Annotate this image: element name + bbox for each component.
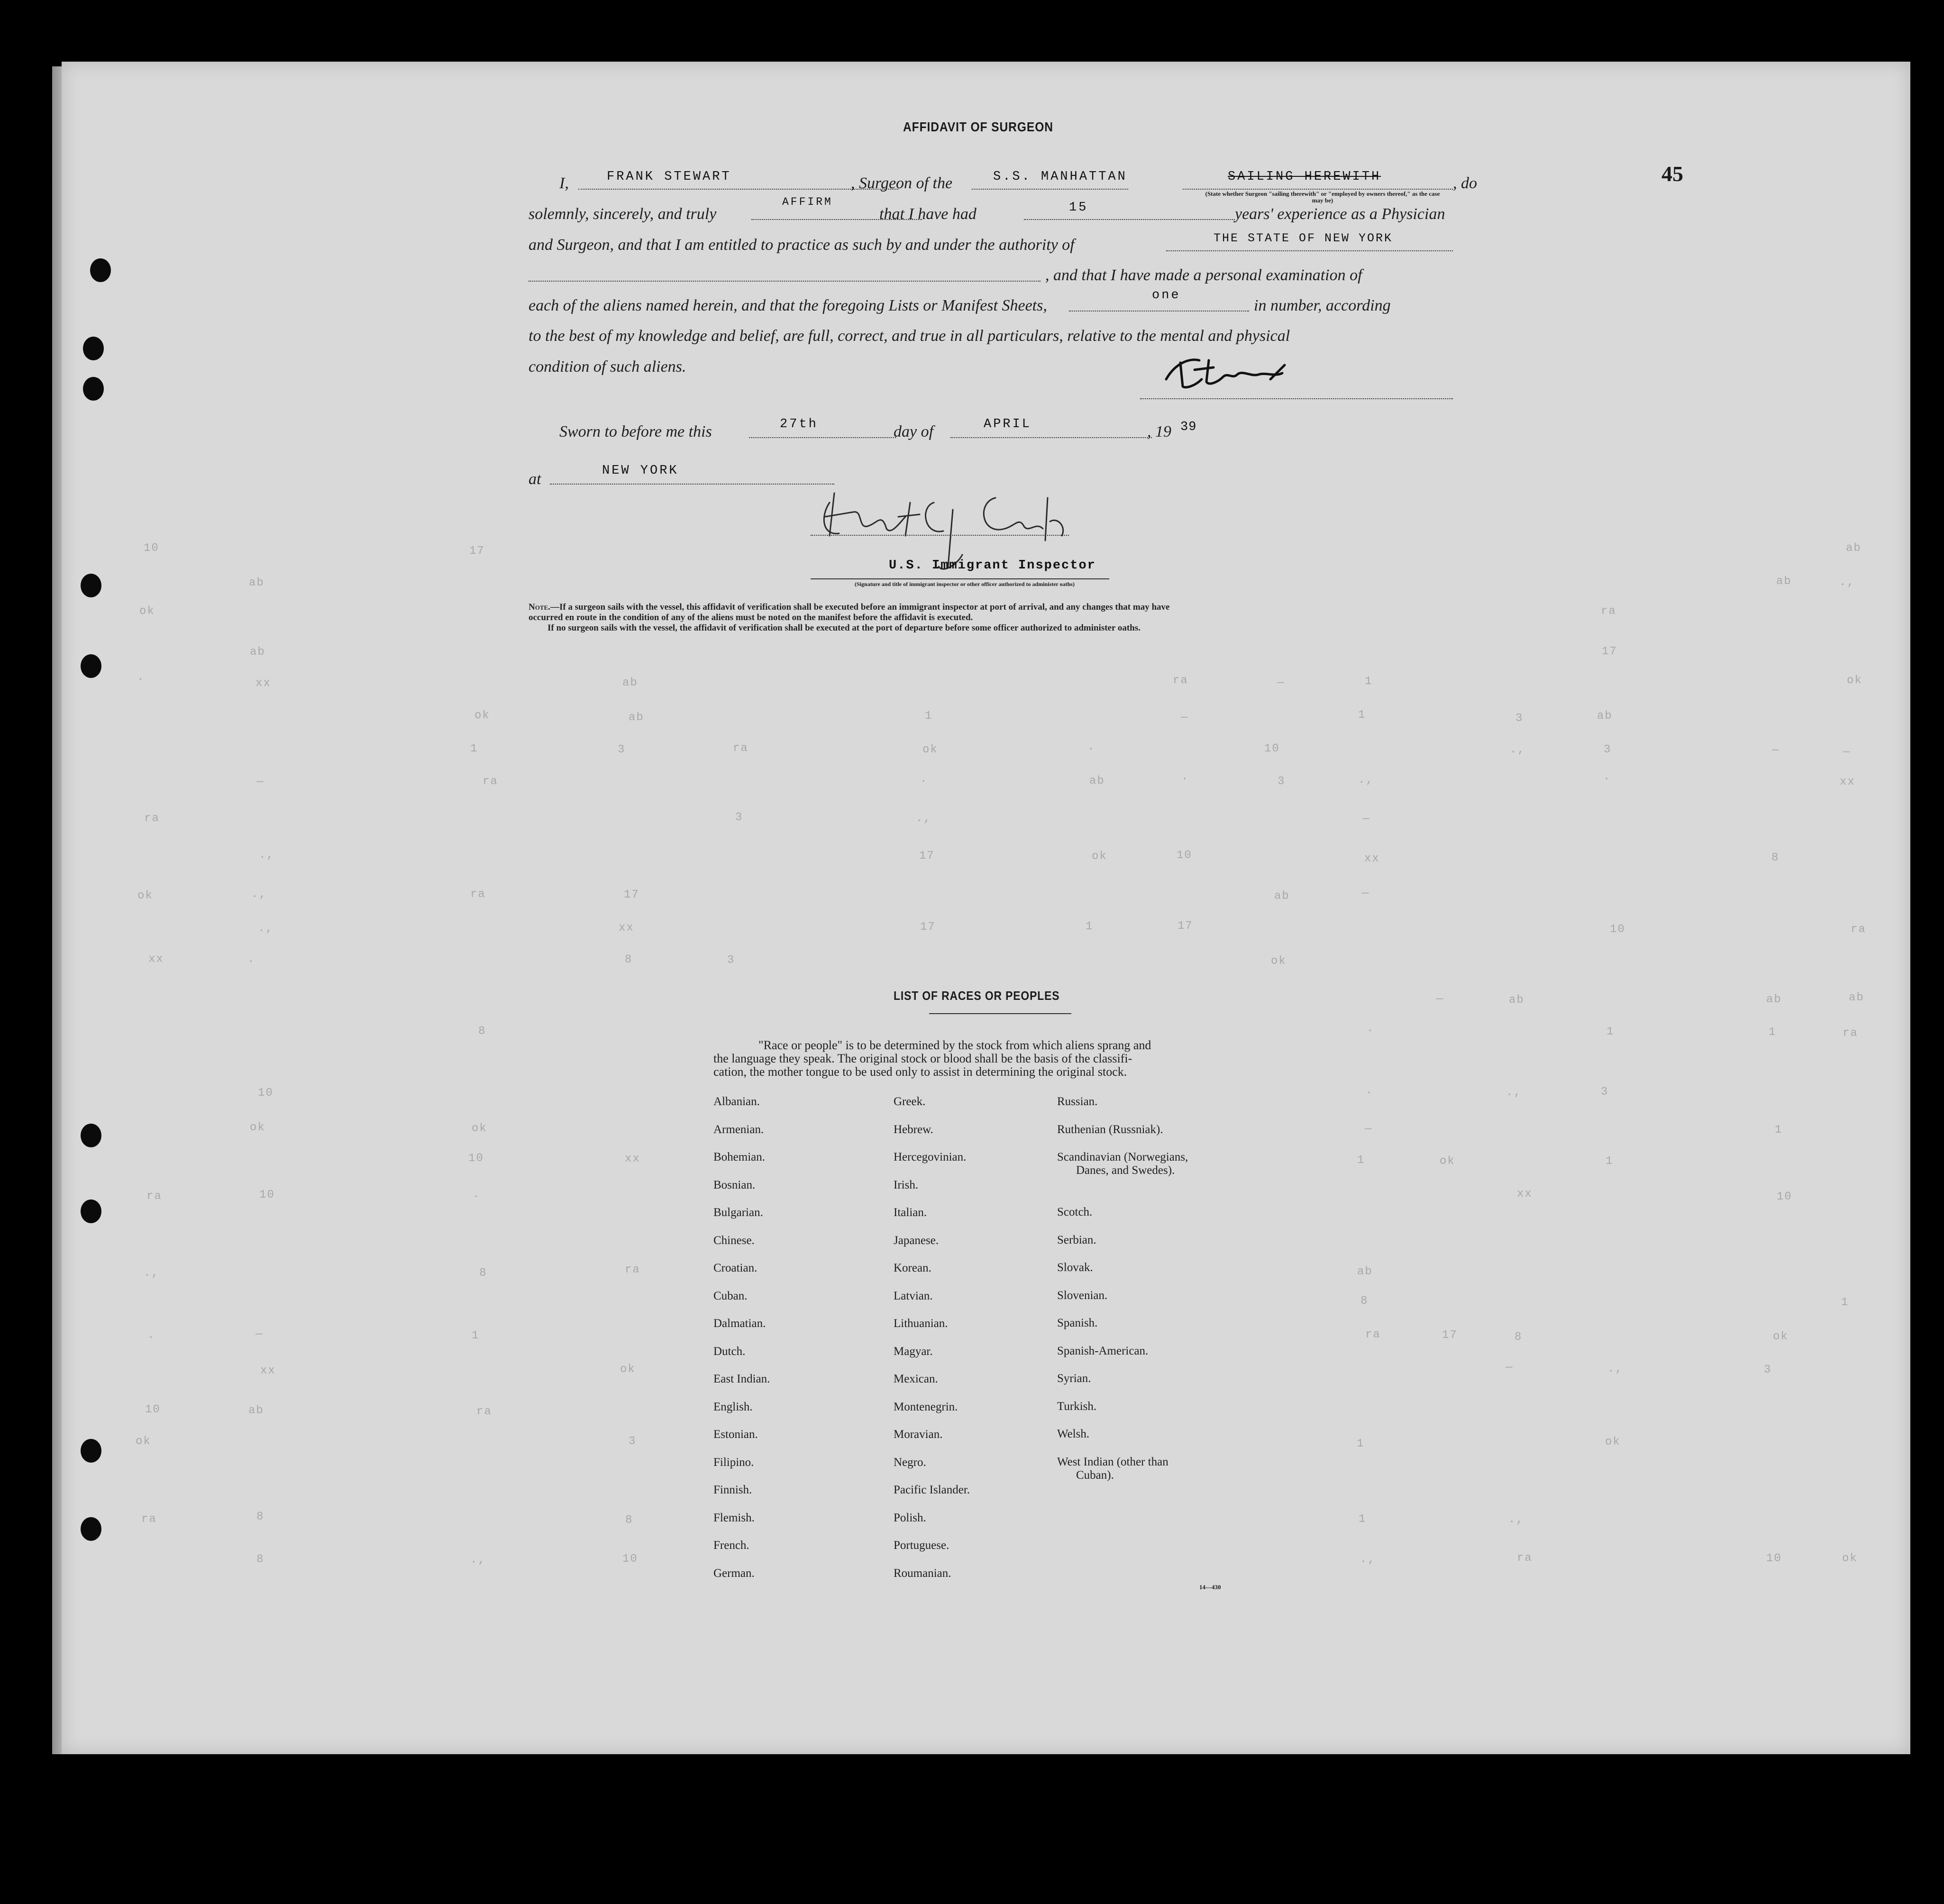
surgeon-name: FRANK STEWART — [607, 170, 731, 184]
race-item: Portuguese. — [894, 1539, 949, 1552]
bleed-mark: ab — [629, 711, 644, 724]
bleed-mark: 3 — [1278, 775, 1286, 788]
bleed-mark: — — [1365, 1123, 1373, 1135]
bleed-mark: ab — [1509, 994, 1524, 1007]
note-line-1 — [529, 602, 1169, 613]
race-item: Roumanian. — [894, 1566, 951, 1580]
bleed-mark: ok — [1271, 955, 1287, 968]
note-label: Note. — [529, 602, 550, 612]
bleed-mark: ., — [916, 812, 931, 825]
rule — [1024, 219, 1235, 220]
bleed-mark: 8 — [478, 1025, 486, 1038]
years-experience: 15 — [1069, 201, 1088, 215]
bleed-mark: — — [1506, 1361, 1514, 1374]
text-best-of-knowledge: to the best of my knowledge and belief, are full, correct, and true in all particulars, relative to the mental and physical — [529, 327, 1290, 345]
race-item: Estonian. — [713, 1428, 758, 1441]
bleed-mark: 1 — [1359, 1513, 1367, 1526]
bleed-mark: — — [1436, 993, 1444, 1006]
bleed-mark: ab — [1846, 542, 1862, 555]
text-personal-examination: , and that I have made a personal examination of — [1045, 266, 1362, 284]
rule — [1166, 250, 1453, 251]
bleed-mark: ra — [146, 1190, 162, 1203]
race-item: Bulgarian. — [713, 1206, 763, 1219]
race-item: Chinese. — [713, 1234, 755, 1247]
race-item: French. — [713, 1539, 749, 1552]
bleed-mark: xx — [1840, 776, 1855, 788]
text-in-number: in number, according — [1254, 297, 1391, 314]
race-item: Scandinavian (Norwegians, — [1057, 1151, 1188, 1163]
bleed-mark: 1 — [925, 710, 933, 723]
bleed-mark: ., — [1510, 743, 1525, 756]
bleed-mark: 8 — [625, 1514, 633, 1527]
race-item: Croatian. — [713, 1262, 758, 1274]
bleed-mark: · — [147, 1331, 155, 1344]
bleed-mark: 10 — [1777, 1190, 1792, 1203]
bleed-mark: ., — [1508, 1513, 1524, 1526]
bleed-mark: ok — [137, 889, 153, 902]
bleed-mark: ok — [475, 709, 490, 722]
race-item: Armenian. — [713, 1123, 764, 1136]
sailing-status: SAILING HEREWITH — [1228, 170, 1381, 184]
race-item: Slovenian. — [1057, 1289, 1108, 1302]
punch-hole — [81, 654, 101, 678]
race-item: Negro. — [894, 1455, 926, 1469]
race-item: Syrian. — [1057, 1372, 1091, 1385]
bleed-mark: ok — [1842, 1552, 1858, 1565]
bleed-mark: ra — [733, 742, 748, 755]
bleed-mark: ok — [139, 605, 155, 618]
bleed-mark: 8 — [1360, 1295, 1369, 1308]
race-item: Bohemian. — [713, 1151, 766, 1163]
bleed-mark: ok — [1440, 1155, 1455, 1168]
bleed-mark: ., — [1358, 774, 1374, 787]
bleed-mark: 1 — [1357, 1437, 1365, 1450]
race-item: Greek. — [894, 1095, 926, 1108]
race-item: Ruthenian (Russniak). — [1057, 1123, 1163, 1136]
bleed-mark: ., — [1607, 1363, 1623, 1375]
note-text-1: —If a surgeon sails with the vessel, this affidavit of verification shall be executed before an immigrant inspector at port of arrival, and any changes that may have — [550, 602, 1170, 612]
text-do: , do — [1453, 174, 1477, 192]
bleed-mark: 10 — [1177, 849, 1192, 862]
race-item: Albanian. — [713, 1095, 760, 1108]
race-item: Polish. — [894, 1511, 926, 1524]
bleed-mark: xx — [1517, 1188, 1533, 1200]
note-line-2: occurred en route in the condition of any of the aliens must be noted on the manifest before the affidavit is executed. — [529, 613, 973, 622]
bleed-mark: ab — [1089, 775, 1105, 787]
races-title-rule — [929, 1013, 1071, 1014]
bleed-mark: ra — [1601, 605, 1616, 618]
punch-hole — [83, 337, 104, 360]
bleed-mark: ab — [622, 677, 638, 689]
bleed-mark: 10 — [258, 1087, 274, 1099]
rule — [1183, 189, 1453, 190]
text-that-i-have-had: that I have had — [879, 205, 977, 223]
bleed-mark: 8 — [256, 1553, 265, 1566]
race-item: Latvian. — [894, 1289, 933, 1302]
rule — [972, 189, 1128, 190]
bleed-mark: ok — [136, 1435, 151, 1448]
page-number: 45 — [1661, 162, 1683, 186]
bleed-mark: 3 — [727, 954, 735, 967]
race-item: Spanish. — [1057, 1317, 1098, 1329]
punch-hole — [81, 1124, 101, 1147]
text-sworn: Sworn to before me this — [559, 423, 712, 440]
bleed-mark: 8 — [256, 1510, 265, 1523]
inspector-signature — [811, 484, 1076, 607]
rule — [550, 484, 834, 485]
punch-hole — [81, 1517, 101, 1541]
bleed-mark: · — [1366, 1087, 1374, 1099]
race-item: Flemish. — [713, 1511, 755, 1524]
bleed-mark: xx — [619, 922, 634, 934]
bleed-mark: 1 — [1606, 1025, 1615, 1038]
bleed-mark: 3 — [1764, 1364, 1772, 1376]
bleed-mark: · — [920, 775, 928, 788]
bleed-mark: 1 — [1365, 675, 1373, 688]
race-item: Dalmatian. — [713, 1317, 766, 1330]
bleed-mark: · — [1087, 743, 1095, 756]
bleed-mark: ab — [248, 1404, 264, 1417]
race-item: Welsh. — [1057, 1428, 1090, 1440]
race-item: Pacific Islander. — [894, 1483, 970, 1496]
bleed-mark: 1 — [1086, 920, 1094, 933]
signature-line — [1140, 398, 1453, 399]
bleed-mark: · — [137, 673, 145, 686]
bleed-mark: · — [473, 1190, 481, 1203]
bleed-mark: · — [1367, 1025, 1375, 1037]
races-intro-1: "Race or people" is to be determined by the stock from which aliens sprang and — [758, 1038, 1151, 1052]
ship-name: S.S. MANHATTAN — [993, 170, 1127, 184]
bleed-mark: — — [1277, 677, 1285, 689]
race-item: Irish. — [894, 1178, 919, 1191]
bleed-mark: ab — [249, 577, 265, 589]
bleed-mark: 3 — [618, 743, 626, 756]
text-condition: condition of such aliens. — [529, 358, 686, 375]
bleed-mark: 1 — [472, 1329, 480, 1342]
bleed-mark: 10 — [1264, 742, 1280, 755]
race-item: Slovak. — [1057, 1261, 1093, 1274]
bleed-mark: ra — [1173, 674, 1188, 687]
bleed-mark: 1 — [1606, 1155, 1614, 1168]
bleed-mark: ., — [144, 1267, 159, 1280]
bleed-mark: 17 — [919, 850, 935, 862]
race-item: Hercegovinian. — [894, 1151, 967, 1163]
bleed-mark: ok — [472, 1122, 487, 1135]
authority: THE STATE OF NEW YORK — [1214, 231, 1393, 245]
bleed-mark: ra — [1851, 923, 1866, 936]
bleed-mark: ab — [1597, 710, 1613, 723]
affidavit-title: AFFIDAVIT OF SURGEON — [903, 119, 1053, 134]
bleed-mark: ra — [144, 812, 160, 825]
punch-hole — [83, 377, 104, 401]
race-item: Montenegrin. — [894, 1400, 958, 1413]
race-item: Dutch. — [713, 1345, 746, 1358]
bleed-mark: ., — [1506, 1086, 1522, 1099]
surgeon-signature — [1161, 353, 1318, 391]
rule — [529, 281, 1040, 282]
bleed-mark: 17 — [469, 545, 485, 558]
text-surgeon-of: , Surgeon of the — [851, 174, 953, 192]
bleed-mark: ra — [1365, 1328, 1381, 1341]
race-item: Korean. — [894, 1262, 931, 1274]
note-line-3: If no surgeon sails with the vessel, the affidavit of verification shall be executed at the port of departure before some officer authorized to administer oaths. — [548, 623, 1141, 633]
bleed-mark: 17 — [1177, 920, 1193, 933]
bleed-mark: — — [1362, 887, 1370, 900]
race-item: Cuban. — [713, 1289, 748, 1302]
text-years-experience: years' experience as a Physician — [1235, 205, 1445, 223]
race-item: Lithuanian. — [894, 1317, 948, 1330]
bleed-mark: ra — [1517, 1552, 1533, 1565]
text-day-of: day of — [894, 423, 934, 440]
bleed-mark: ab — [1274, 890, 1290, 903]
bleed-mark: 10 — [622, 1553, 638, 1565]
manifest-sheet — [62, 62, 1910, 1754]
bleed-mark: ok — [250, 1121, 265, 1134]
sworn-day: 27th — [780, 417, 818, 431]
rule — [578, 189, 898, 190]
punch-hole — [81, 574, 101, 597]
bleed-mark: xx — [260, 1364, 276, 1377]
race-item: Finnish. — [713, 1483, 752, 1496]
bleed-mark: 17 — [1442, 1329, 1458, 1342]
bleed-mark: 10 — [145, 1403, 161, 1416]
bleed-mark: 3 — [1604, 743, 1612, 756]
race-item: Japanese. — [894, 1234, 939, 1247]
bleed-mark: ., — [251, 888, 267, 901]
bleed-mark: ra — [470, 888, 486, 901]
place: NEW YORK — [602, 464, 679, 478]
bleed-mark: xx — [1364, 852, 1380, 865]
bleed-mark: ., — [470, 1554, 486, 1566]
text-authority-clause: and Surgeon, and that I am entitled to practice as such by and under the authority of — [529, 236, 1075, 254]
bleed-mark: ab — [1849, 991, 1864, 1004]
text-solemnly: solemnly, sincerely, and truly — [529, 205, 717, 223]
text-i: I, — [559, 174, 569, 192]
bleed-mark: ab — [1776, 575, 1792, 588]
bleed-mark: ok — [1605, 1436, 1621, 1448]
affirm-word: AFFIRM — [782, 196, 833, 208]
bleed-mark: 17 — [920, 921, 936, 934]
bleed-mark: 10 — [144, 542, 159, 555]
race-item: Bosnian. — [713, 1178, 756, 1191]
bleed-mark: 10 — [468, 1152, 484, 1165]
bleed-mark: — — [1362, 813, 1370, 825]
race-item: Russian. — [1057, 1095, 1098, 1108]
bleed-mark: ok — [1773, 1330, 1789, 1343]
bleed-mark: ra — [1843, 1027, 1858, 1040]
bleed-mark: xx — [256, 677, 271, 690]
race-item: Mexican. — [894, 1373, 938, 1385]
sworn-year: 39 — [1180, 420, 1197, 434]
bleed-mark: ., — [258, 922, 274, 935]
bleed-mark: ra — [141, 1513, 157, 1526]
punch-hole — [81, 1439, 101, 1463]
bleed-mark: 10 — [1610, 923, 1625, 936]
bleed-mark: ab — [1357, 1265, 1373, 1278]
bleed-mark: 8 — [479, 1267, 487, 1280]
text-each-of-the-aliens: each of the aliens named herein, and that the foregoing Lists or Manifest Sheets, — [529, 297, 1047, 314]
bleed-mark: ok — [1092, 850, 1107, 863]
bleed-mark: · — [247, 955, 256, 968]
bleed-mark: 17 — [624, 888, 639, 901]
bleed-mark: xx — [148, 953, 164, 966]
races-intro-3: cation, the mother tongue to be used only to assist in determining the original stock. — [713, 1065, 1127, 1079]
race-item: Spanish-American. — [1057, 1344, 1149, 1357]
bleed-mark: ., — [259, 849, 274, 861]
bleed-mark: ra — [476, 1405, 492, 1418]
bleed-mark: ., — [1839, 576, 1855, 589]
bleed-mark: — — [1772, 744, 1780, 757]
bleed-mark: ra — [625, 1263, 640, 1276]
bleed-mark: 10 — [1766, 1552, 1782, 1565]
race-item: Cuban). — [1076, 1468, 1114, 1482]
bleed-mark: 10 — [259, 1189, 275, 1201]
bleed-mark: · — [1603, 773, 1611, 786]
bleed-mark: xx — [625, 1153, 640, 1165]
bleed-mark: 17 — [1602, 645, 1617, 658]
rule — [950, 437, 1152, 438]
inspector-note: (Signature and title of immigrant inspector or other officer authorized to administer oaths) — [855, 581, 1075, 587]
bleed-mark: 1 — [1357, 1154, 1365, 1167]
race-item: Danes, and Swedes). — [1076, 1164, 1175, 1177]
races-intro-2: the language they speak. The original stock or blood shall be the basis of the classifi- — [713, 1052, 1132, 1065]
bleed-mark: ok — [1847, 674, 1862, 687]
bleed-mark: 3 — [735, 811, 743, 824]
sheet-count: one — [1152, 288, 1181, 302]
bleed-mark: 8 — [1515, 1331, 1523, 1344]
inspector-title: U.S. Immigrant Inspector — [889, 558, 1096, 573]
race-item: Moravian. — [894, 1428, 943, 1441]
bleed-mark: 8 — [625, 953, 633, 966]
bleed-mark: ab — [250, 646, 265, 659]
bleed-mark: ok — [620, 1363, 636, 1376]
races-title: LIST OF RACES OR PEOPLES — [894, 989, 1060, 1003]
bleed-mark: 8 — [1771, 851, 1780, 864]
bleed-mark: 1 — [1841, 1296, 1849, 1309]
bleed-mark: · — [1181, 773, 1189, 786]
inspector-line — [811, 578, 1109, 579]
rule — [811, 535, 1069, 536]
race-item: Turkish. — [1057, 1400, 1097, 1413]
race-item: Italian. — [894, 1206, 927, 1219]
punch-hole — [90, 258, 111, 282]
bleed-mark: ok — [922, 743, 938, 756]
bleed-mark: 3 — [629, 1435, 637, 1448]
text-year-prefix: , 19 — [1147, 423, 1171, 440]
bleed-mark: 1 — [1358, 709, 1366, 722]
bleed-mark: ra — [483, 775, 498, 788]
race-item: East Indian. — [713, 1373, 770, 1385]
punch-hole — [81, 1199, 101, 1223]
bleed-mark: ., — [1360, 1553, 1376, 1566]
bleed-mark: — — [256, 776, 265, 788]
race-item: Magyar. — [894, 1345, 933, 1358]
bleed-mark: ab — [1766, 993, 1782, 1006]
bleed-mark: 1 — [1775, 1124, 1783, 1136]
bleed-mark: — — [256, 1328, 264, 1341]
race-item: Filipino. — [713, 1455, 754, 1469]
race-item: English. — [713, 1400, 753, 1413]
race-item: Serbian. — [1057, 1233, 1096, 1246]
race-item: West Indian (other than — [1057, 1455, 1168, 1468]
form-number: 14—430 — [1199, 1584, 1221, 1591]
race-item: Scotch. — [1057, 1206, 1093, 1218]
bleed-mark: — — [1181, 711, 1189, 724]
bleed-mark: — — [1843, 746, 1851, 759]
race-item: German. — [713, 1566, 755, 1580]
text-at: at — [529, 470, 541, 488]
sworn-month: APRIL — [984, 417, 1032, 431]
race-item: Hebrew. — [894, 1123, 933, 1136]
sailing-note: (State whether Surgeon "sailing therewith" or "employed by owners thereof," as the case may be) — [1205, 190, 1440, 204]
bleed-mark: 3 — [1515, 712, 1524, 725]
bleed-mark: 3 — [1601, 1086, 1609, 1098]
bleed-mark: 1 — [470, 742, 478, 755]
bleed-mark: 1 — [1769, 1026, 1777, 1039]
rule — [749, 437, 896, 438]
